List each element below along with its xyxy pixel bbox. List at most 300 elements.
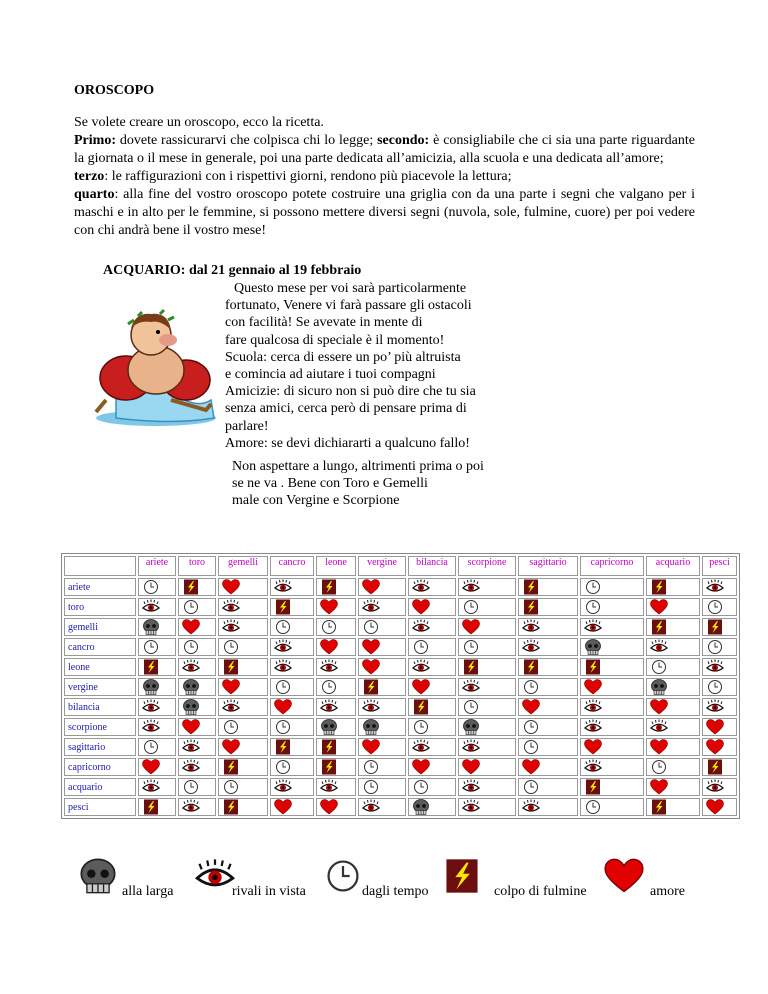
heart-icon: [320, 639, 338, 655]
grid-cell: [316, 618, 356, 636]
reading-line: e comincia ad aiutare i tuoi compagni: [225, 367, 436, 383]
grid-cell: [580, 798, 644, 816]
grid-cell: [316, 778, 356, 796]
eye-icon: [182, 759, 200, 775]
grid-column-header: leone: [316, 556, 356, 576]
eye-icon: [462, 679, 480, 695]
eye-icon: [274, 659, 292, 675]
grid-cell: [580, 698, 644, 716]
heart-icon: [182, 619, 200, 635]
grid-cell: [316, 758, 356, 776]
grid-column-header: vergine: [358, 556, 406, 576]
lightning-bolt-icon: [222, 659, 240, 675]
clock-icon: [182, 779, 200, 795]
grid-cell: [178, 698, 216, 716]
clock-icon: [412, 639, 430, 655]
eye-icon: [222, 599, 240, 615]
clock-icon: [362, 779, 380, 795]
eye-icon: [142, 599, 160, 615]
grid-cell: [408, 798, 456, 816]
eye-icon: [222, 699, 240, 715]
grid-cell: [358, 678, 406, 696]
grid-cell: [178, 658, 216, 676]
reading-line: Scuola: cerca di essere un po’ più altruista: [225, 349, 461, 365]
horoscope-reading: [225, 280, 476, 452]
grid-cell: [518, 778, 578, 796]
grid-cell: [518, 738, 578, 756]
heart-icon: [522, 759, 540, 775]
grid-cell: [646, 658, 700, 676]
grid-cell: [218, 718, 268, 736]
grid-cell: [646, 798, 700, 816]
lightning-bolt-icon: [142, 659, 160, 675]
grid-row: [64, 678, 737, 696]
heart-icon: [222, 679, 240, 695]
eye-icon: [706, 779, 724, 795]
grid-cell: [138, 718, 176, 736]
eye-icon: [522, 799, 540, 815]
heart-icon: [362, 739, 380, 755]
grid-cell: [408, 598, 456, 616]
heart-icon: [462, 619, 480, 635]
grid-cell: [178, 758, 216, 776]
heart-icon: [182, 719, 200, 735]
eye-icon: [412, 579, 430, 595]
grid-cell: [702, 678, 737, 696]
grid-cell: [518, 658, 578, 676]
grid-header-row: [64, 556, 737, 576]
clock-icon: [182, 639, 200, 655]
grid-cell: [316, 678, 356, 696]
clock-icon: [142, 739, 160, 755]
grid-cell: [358, 578, 406, 596]
grid-cell: [518, 618, 578, 636]
eye-icon: [222, 619, 240, 635]
eye-icon: [462, 779, 480, 795]
lightning-bolt-icon: [362, 679, 380, 695]
grid-column-header: sagittario: [518, 556, 578, 576]
clock-icon: [142, 639, 160, 655]
lightning-bolt-icon: [462, 659, 480, 675]
grid-column-header: acquario: [646, 556, 700, 576]
grid-cell: [316, 638, 356, 656]
grid-cell: [458, 798, 516, 816]
eye-icon: [320, 699, 338, 715]
grid-cell: [458, 738, 516, 756]
eye-icon: [706, 579, 724, 595]
grid-cell: [178, 598, 216, 616]
intro-step4: [74, 186, 695, 240]
eye-icon: [142, 719, 160, 735]
grid-cell: [518, 758, 578, 776]
grid-column-header: capricorno: [580, 556, 644, 576]
clock-icon: [650, 759, 668, 775]
grid-row-label: cancro: [64, 638, 136, 656]
eye-icon: [362, 699, 380, 715]
grid-row: [64, 698, 737, 716]
grid-cell: [270, 738, 314, 756]
skull-icon: [142, 619, 160, 635]
legend-label: colpo di fulmine: [494, 884, 587, 899]
heart-icon: [320, 799, 338, 815]
intro-step3: [74, 168, 695, 186]
grid-cell: [646, 618, 700, 636]
heart-icon: [522, 699, 540, 715]
grid-row: [64, 778, 737, 796]
grid-cell: [580, 778, 644, 796]
skull-icon: [78, 858, 118, 894]
grid-cell: [138, 738, 176, 756]
grid-cell: [580, 758, 644, 776]
grid-column-header: scorpione: [458, 556, 516, 576]
grid-row-label: scorpione: [64, 718, 136, 736]
heart-icon: [462, 759, 480, 775]
eye-icon: [142, 779, 160, 795]
grid-cell: [138, 658, 176, 676]
grid-cell: [138, 598, 176, 616]
grid-cell: [408, 578, 456, 596]
heart-icon: [584, 679, 602, 695]
eye-icon: [182, 659, 200, 675]
clock-icon: [323, 858, 363, 894]
grid-cell: [458, 718, 516, 736]
skull-icon: [182, 679, 200, 695]
lightning-bolt-icon: [706, 759, 724, 775]
clock-icon: [522, 779, 540, 795]
eye-icon: [362, 799, 380, 815]
grid-cell: [270, 718, 314, 736]
heart-icon: [706, 719, 724, 735]
grid-cell: [178, 718, 216, 736]
grid-column-header: toro: [178, 556, 216, 576]
grid-cell: [178, 618, 216, 636]
grid-cell: [518, 638, 578, 656]
grid-row: [64, 758, 737, 776]
quarto-label: quarto: [74, 187, 115, 202]
grid-cell: [218, 738, 268, 756]
grid-cell: [218, 798, 268, 816]
lightning-bolt-icon: [650, 579, 668, 595]
grid-cell: [702, 638, 737, 656]
grid-cell: [270, 798, 314, 816]
grid-cell: [702, 598, 737, 616]
grid-row: [64, 638, 737, 656]
grid-cell: [408, 638, 456, 656]
eye-icon: [412, 739, 430, 755]
lightning-bolt-icon: [320, 579, 338, 595]
skull-icon: [142, 679, 160, 695]
clock-icon: [362, 619, 380, 635]
clock-icon: [320, 619, 338, 635]
eye-icon: [584, 719, 602, 735]
heart-icon: [320, 599, 338, 615]
grid-cell: [358, 658, 406, 676]
heart-icon: [274, 799, 292, 815]
heart-icon: [362, 639, 380, 655]
grid-cell: [218, 658, 268, 676]
grid-cell: [646, 698, 700, 716]
grid-cell: [458, 618, 516, 636]
lightning-bolt-icon: [182, 579, 200, 595]
clock-icon: [522, 739, 540, 755]
heart-icon: [142, 759, 160, 775]
grid-cell: [702, 618, 737, 636]
clock-icon: [584, 579, 602, 595]
heart-icon: [412, 599, 430, 615]
grid-cell: [458, 598, 516, 616]
grid-cell: [270, 618, 314, 636]
intro-text: [74, 114, 695, 240]
grid-cell: [218, 758, 268, 776]
skull-icon: [462, 719, 480, 735]
grid-cell: [316, 718, 356, 736]
skull-icon: [584, 639, 602, 655]
lightning-bolt-icon: [650, 799, 668, 815]
clock-icon: [362, 759, 380, 775]
clock-icon: [274, 619, 292, 635]
grid-cell: [518, 698, 578, 716]
eye-icon: [412, 619, 430, 635]
grid-cell: [358, 718, 406, 736]
grid-cell: [270, 658, 314, 676]
lightning-bolt-icon: [274, 739, 292, 755]
grid-row: [64, 718, 737, 736]
grid-cell: [178, 778, 216, 796]
grid-cell: [518, 718, 578, 736]
heart-icon: [222, 579, 240, 595]
reading-line: parlare!: [225, 418, 269, 434]
lightning-bolt-icon: [522, 579, 540, 595]
clock-icon: [274, 679, 292, 695]
clock-icon: [706, 679, 724, 695]
grid-cell: [218, 598, 268, 616]
clock-icon: [222, 639, 240, 655]
lightning-bolt-icon: [142, 799, 160, 815]
terzo-text: : le raffigurazioni con i rispettivi giorni, rendono più piacevole la lettura;: [104, 169, 512, 184]
lightning-bolt-icon: [584, 659, 602, 675]
eye-icon: [584, 759, 602, 775]
grid-cell: [358, 778, 406, 796]
grid-cell: [178, 578, 216, 596]
grid-cell: [218, 638, 268, 656]
grid-cell: [138, 698, 176, 716]
grid-cell: [458, 678, 516, 696]
eye-icon: [650, 719, 668, 735]
grid-cell: [408, 678, 456, 696]
grid-row-label: gemelli: [64, 618, 136, 636]
reading-line: male con Vergine e Scorpione: [232, 493, 400, 509]
grid-cell: [270, 678, 314, 696]
grid-cell: [580, 678, 644, 696]
grid-cell: [580, 658, 644, 676]
grid-cell: [270, 578, 314, 596]
reading-line: Amicizie: di sicuro non si può dire che tu sia: [225, 384, 476, 400]
reading-line: fare qualcosa di speciale è il momento!: [225, 332, 445, 348]
grid-cell: [270, 758, 314, 776]
grid-cell: [138, 578, 176, 596]
heart-icon: [604, 858, 644, 894]
grid-cell: [316, 698, 356, 716]
grid-cell: [702, 718, 737, 736]
clock-icon: [412, 779, 430, 795]
grid-cell: [518, 798, 578, 816]
heart-icon: [362, 579, 380, 595]
clock-icon: [222, 779, 240, 795]
grid-cell: [518, 678, 578, 696]
reading-line: Non aspettare a lungo, altrimenti prima o poi: [232, 459, 484, 474]
grid-cell: [580, 578, 644, 596]
heart-icon: [706, 739, 724, 755]
lightning-bolt-icon: [222, 799, 240, 815]
clock-icon: [182, 599, 200, 615]
grid-cell: [646, 758, 700, 776]
grid-cell: [358, 638, 406, 656]
grid-cell: [270, 698, 314, 716]
grid-cell: [458, 578, 516, 596]
eye-icon: [522, 619, 540, 635]
grid-cell: [358, 698, 406, 716]
grid-column-header: pesci: [702, 556, 737, 576]
grid-cell: [138, 618, 176, 636]
grid-cell: [702, 698, 737, 716]
clock-icon: [320, 679, 338, 695]
grid-row-label: leone: [64, 658, 136, 676]
lightning-bolt-icon: [412, 699, 430, 715]
skull-icon: [182, 699, 200, 715]
lightning-bolt-icon: [584, 779, 602, 795]
grid-cell: [702, 658, 737, 676]
reading-line: Questo mese per voi sarà particolarmente: [234, 281, 467, 296]
grid-cell: [218, 618, 268, 636]
reading-line: se ne va . Bene con Toro e Gemelli: [232, 476, 428, 492]
clock-icon: [650, 659, 668, 675]
reading-line: Amore: se devi dichiararti a qualcuno fallo!: [225, 435, 470, 451]
heart-icon: [650, 599, 668, 615]
grid-cell: [580, 638, 644, 656]
grid-row-label: pesci: [64, 798, 136, 816]
grid-cell: [518, 578, 578, 596]
heart-icon: [650, 699, 668, 715]
quarto-text: : alla fine del vostro oroscopo potete costruire una griglia con da una parte i segni che valgano per i maschi e in alto per le femmine, si possono mettere diversi segni (nuvola, sole, fulmine, cuore) per poi vedere con chi andrà bene il vostro mese!: [74, 187, 695, 238]
lightning-bolt-icon: [274, 599, 292, 615]
grid-cell: [138, 758, 176, 776]
grid-cell: [178, 638, 216, 656]
grid-cell: [316, 598, 356, 616]
eye-icon: [274, 639, 292, 655]
grid-cell: [178, 798, 216, 816]
heart-icon: [222, 739, 240, 755]
eye-icon: [584, 699, 602, 715]
grid-cell: [178, 678, 216, 696]
grid-row-label: bilancia: [64, 698, 136, 716]
grid-cell: [702, 758, 737, 776]
grid-cell: [270, 598, 314, 616]
eye-icon: [584, 619, 602, 635]
eye-icon: [320, 659, 338, 675]
grid-row-label: toro: [64, 598, 136, 616]
clock-icon: [584, 799, 602, 815]
grid-row: [64, 618, 737, 636]
clock-icon: [274, 719, 292, 735]
clock-icon: [274, 759, 292, 775]
grid-cell: [408, 618, 456, 636]
skull-icon: [650, 679, 668, 695]
lightning-bolt-icon: [650, 619, 668, 635]
eye-icon: [274, 779, 292, 795]
grid-cell: [270, 638, 314, 656]
grid-corner: [64, 556, 136, 576]
lightning-bolt-icon: [522, 599, 540, 615]
lightning-bolt-icon: [222, 759, 240, 775]
grid-cell: [580, 598, 644, 616]
grid-cell: [138, 678, 176, 696]
grid-row: [64, 578, 737, 596]
grid-row: [64, 598, 737, 616]
horoscope-reading-end: [232, 458, 484, 510]
heart-icon: [706, 799, 724, 815]
legend: [0, 858, 768, 898]
grid-cell: [702, 778, 737, 796]
grid-cell: [646, 638, 700, 656]
grid-cell: [408, 698, 456, 716]
eye-icon: [706, 699, 724, 715]
grid-column-header: ariete: [138, 556, 176, 576]
clock-icon: [142, 579, 160, 595]
grid-cell: [218, 778, 268, 796]
aquarius-illustration: [76, 300, 234, 430]
reading-line: fortunato, Venere vi farà passare gli ostacoli: [225, 298, 472, 314]
skull-icon: [362, 719, 380, 735]
grid-cell: [580, 738, 644, 756]
eye-icon: [274, 579, 292, 595]
grid-cell: [358, 758, 406, 776]
skull-icon: [412, 799, 430, 815]
grid-row: [64, 738, 737, 756]
clock-icon: [462, 639, 480, 655]
grid-cell: [458, 658, 516, 676]
clock-icon: [462, 699, 480, 715]
lightning-bolt-icon: [706, 619, 724, 635]
heart-icon: [362, 659, 380, 675]
eye-icon: [142, 699, 160, 715]
grid-cell: [316, 798, 356, 816]
eye-icon: [462, 799, 480, 815]
eye-icon: [362, 599, 380, 615]
grid-row-label: sagittario: [64, 738, 136, 756]
heart-icon: [412, 679, 430, 695]
grid-column-header: gemelli: [218, 556, 268, 576]
grid-cell: [138, 778, 176, 796]
lightning-bolt-icon: [320, 759, 338, 775]
clock-icon: [584, 599, 602, 615]
secondo-label: secondo:: [377, 133, 430, 148]
lightning-bolt-icon: [320, 739, 338, 755]
grid-cell: [646, 738, 700, 756]
grid-cell: [580, 618, 644, 636]
grid-cell: [178, 738, 216, 756]
grid-cell: [702, 578, 737, 596]
grid-cell: [218, 678, 268, 696]
skull-icon: [320, 719, 338, 735]
legend-label: rivali in vista: [232, 884, 306, 899]
clock-icon: [706, 599, 724, 615]
grid-cell: [408, 738, 456, 756]
grid-cell: [138, 798, 176, 816]
heart-icon: [650, 779, 668, 795]
eye-icon: [412, 659, 430, 675]
terzo-label: terzo: [74, 169, 105, 184]
intro-steps: [74, 132, 695, 168]
